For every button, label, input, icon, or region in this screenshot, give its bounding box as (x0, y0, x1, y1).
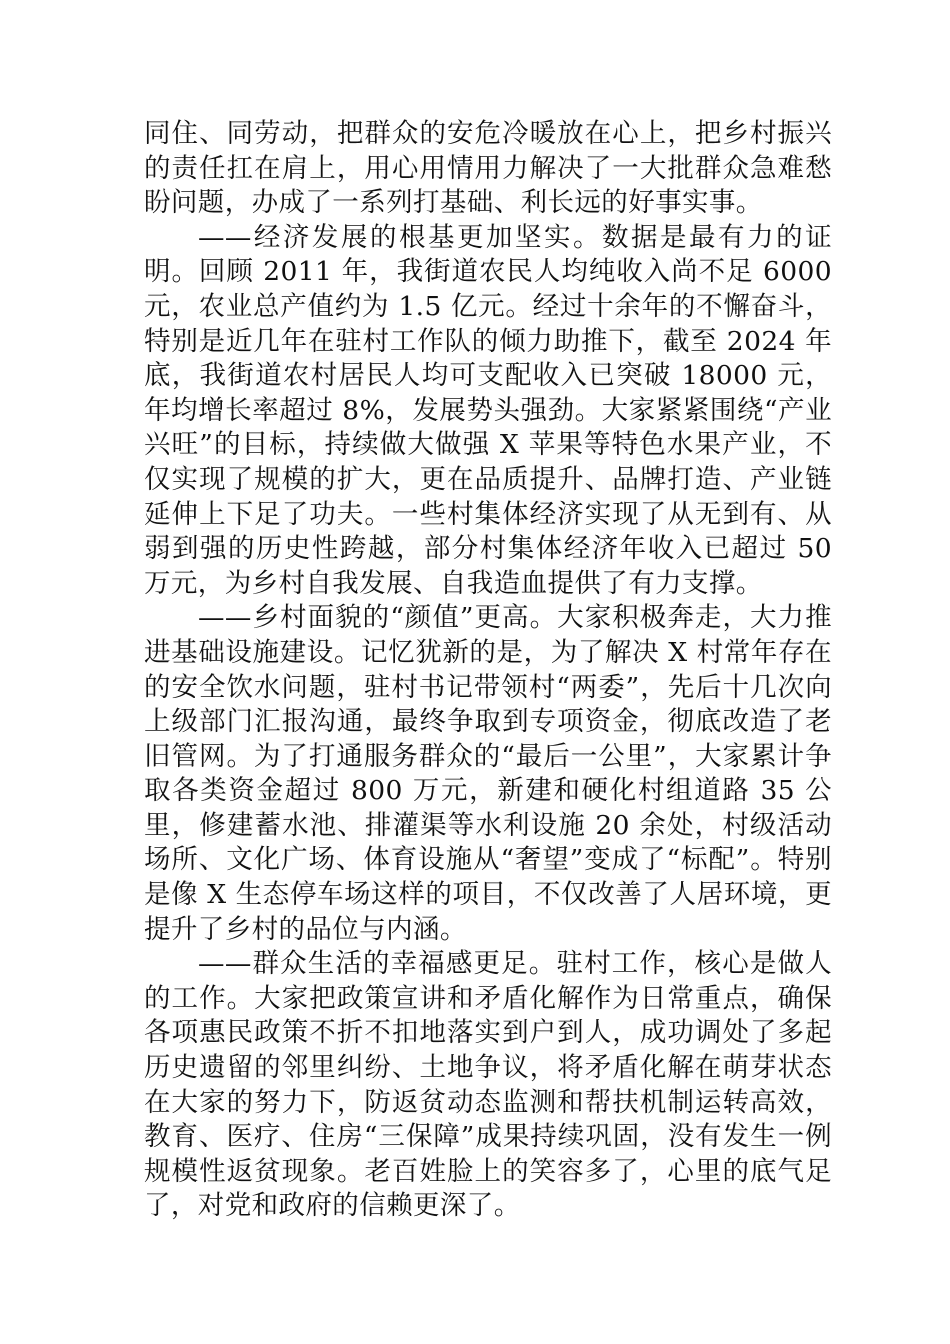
paragraph-economic-development: ——经济发展的根基更加坚实。数据是最有力的证明。回顾 2011 年，我街道农民人均纯收入尚不足 6000 元，农业总产值约为 1.5 亿元。经过十余年的不懈奋斗，特别是近几年在驻村工作队的倾力助推下，截至 2024 年底，我街道农村居民人均可支配收入已突破 18000 元，年均增长率超过 8%，发展势头强劲。大家紧紧围绕“产业兴旺”的目标，持续做大做强 X 苹果等特色水果产业，不仅实现了规模的扩大，更在品质提升、品牌打造、产业链延伸上下足了功夫。一些村集体经济实现了从无到有、从弱到强的历史性跨越，部分村集体经济年收入已超过 50 万元，为乡村自我发展、自我造血提供了有力支撑。 (144, 221, 832, 599)
paragraph-village-appearance: ——乡村面貌的“颜值”更高。大家积极奔走，大力推进基础设施建设。记忆犹新的是，为了解决 X 村常年存在的安全饮水问题，驻村书记带领村“两委”，先后十几次向上级部门汇报沟通，最终争取到专项资金，彻底改造了老旧管网。为了打通服务群众的“最后一公里”，大家累计争取各类资金超过 800 万元，新建和硬化村组道路 35 公里，修建蓄水池、排灌渠等水利设施 20 余处，村级活动场所、文化广场、体育设施从“奢望”变成了“标配”。特别是像 X 生态停车场这样的项目，不仅改善了人居环境，更提升了乡村的品位与内涵。 (144, 602, 832, 945)
paragraph-intro-continuation: 同住、同劳动，把群众的安危冷暖放在心上，把乡村振兴的责任扛在肩上，用心用情用力解决了一大批群众急难愁盼问题，办成了一系列打基础、利长远的好事实事。 (144, 118, 832, 219)
body-text (144, 117, 832, 1224)
paragraph-public-wellbeing: ——群众生活的幸福感更足。驻村工作，核心是做人的工作。大家把政策宣讲和矛盾化解作为日常重点，确保各项惠民政策不折不扣地落实到户到人，成功调处了多起历史遗留的邻里纠纷、土地争议，将矛盾化解在萌芽状态在大家的努力下，防返贫动态监测和帮扶机制运转高效，教育、医疗、住房“三保障”成果持续巩固，没有发生一例规模性返贫现象。老百姓脸上的笑容多了，心里的底气足了，对党和政府的信赖更深了。 (144, 948, 832, 1222)
